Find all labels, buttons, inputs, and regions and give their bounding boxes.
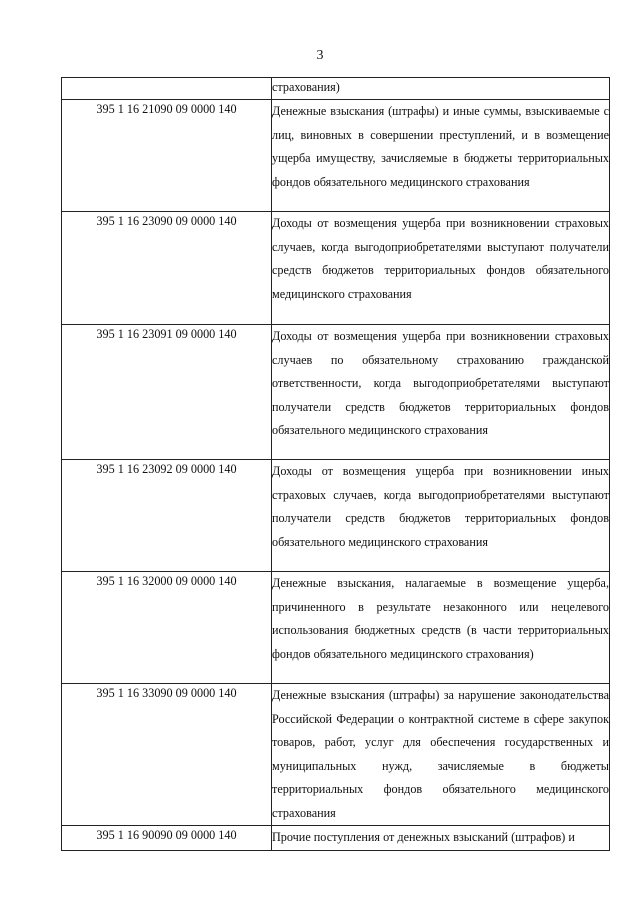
- description-cell: Прочие поступления от денежных взысканий (штрафов) и: [272, 826, 610, 851]
- table-row: [62, 572, 610, 684]
- code-cell: 395 1 16 90090 09 0000 140: [62, 826, 272, 851]
- description-cell: страхования): [272, 78, 610, 100]
- table-row: [62, 325, 610, 460]
- description-cell: Доходы от возмещения ущерба при возникновении страховых случаев по обязательному страхованию гражданской ответственности, когда выгодоприобретателями выступают получатели средств бюджетов территориальных фондов обязательного медицинского страхования: [272, 325, 610, 460]
- code-cell: 395 1 16 32000 09 0000 140: [62, 572, 272, 684]
- code-cell: 395 1 16 23091 09 0000 140: [62, 325, 272, 460]
- table-row: [62, 212, 610, 325]
- description-cell: Доходы от возмещения ущерба при возникновении иных страховых случаев, когда выгодоприобретателями выступают получатели средств бюджетов территориальных фондов обязательного медицинского страхования: [272, 460, 610, 572]
- code-cell: [62, 78, 272, 100]
- code-cell: 395 1 16 21090 09 0000 140: [62, 100, 272, 212]
- description-cell: Денежные взыскания (штрафы) за нарушение законодательства Российской Федерации о контрактной системе в сфере закупок товаров, работ, услуг для обеспечения государственных и муниципальных нужд, зачисляемые в бюджеты территориальных фондов обязательного медицинского страхования: [272, 684, 610, 826]
- table-row: [62, 684, 610, 826]
- code-cell: 395 1 16 23090 09 0000 140: [62, 212, 272, 325]
- table-row: [62, 826, 610, 851]
- code-cell: 395 1 16 33090 09 0000 140: [62, 684, 272, 826]
- description-cell: Денежные взыскания (штрафы) и иные суммы, взыскиваемые с лиц, виновных в совершении преступлений, и в возмещение ущерба имуществу, зачисляемые в бюджеты территориальных фондов обязательного медицинского страхования: [272, 100, 610, 212]
- description-cell: Денежные взыскания, налагаемые в возмещение ущерба, причиненного в результате незаконного или нецелевого использования бюджетных средств (в части территориальных фондов обязательного медицинского страхования): [272, 572, 610, 684]
- table-row: [62, 78, 610, 100]
- code-cell: 395 1 16 23092 09 0000 140: [62, 460, 272, 572]
- page-number: 3: [316, 48, 324, 63]
- table-row: [62, 100, 610, 212]
- budget-codes-table: [61, 77, 610, 851]
- description-cell: Доходы от возмещения ущерба при возникновении страховых случаев, когда выгодоприобретателями выступают получатели средств бюджетов территориальных фондов обязательного медицинского страхования: [272, 212, 610, 325]
- table-row: [62, 460, 610, 572]
